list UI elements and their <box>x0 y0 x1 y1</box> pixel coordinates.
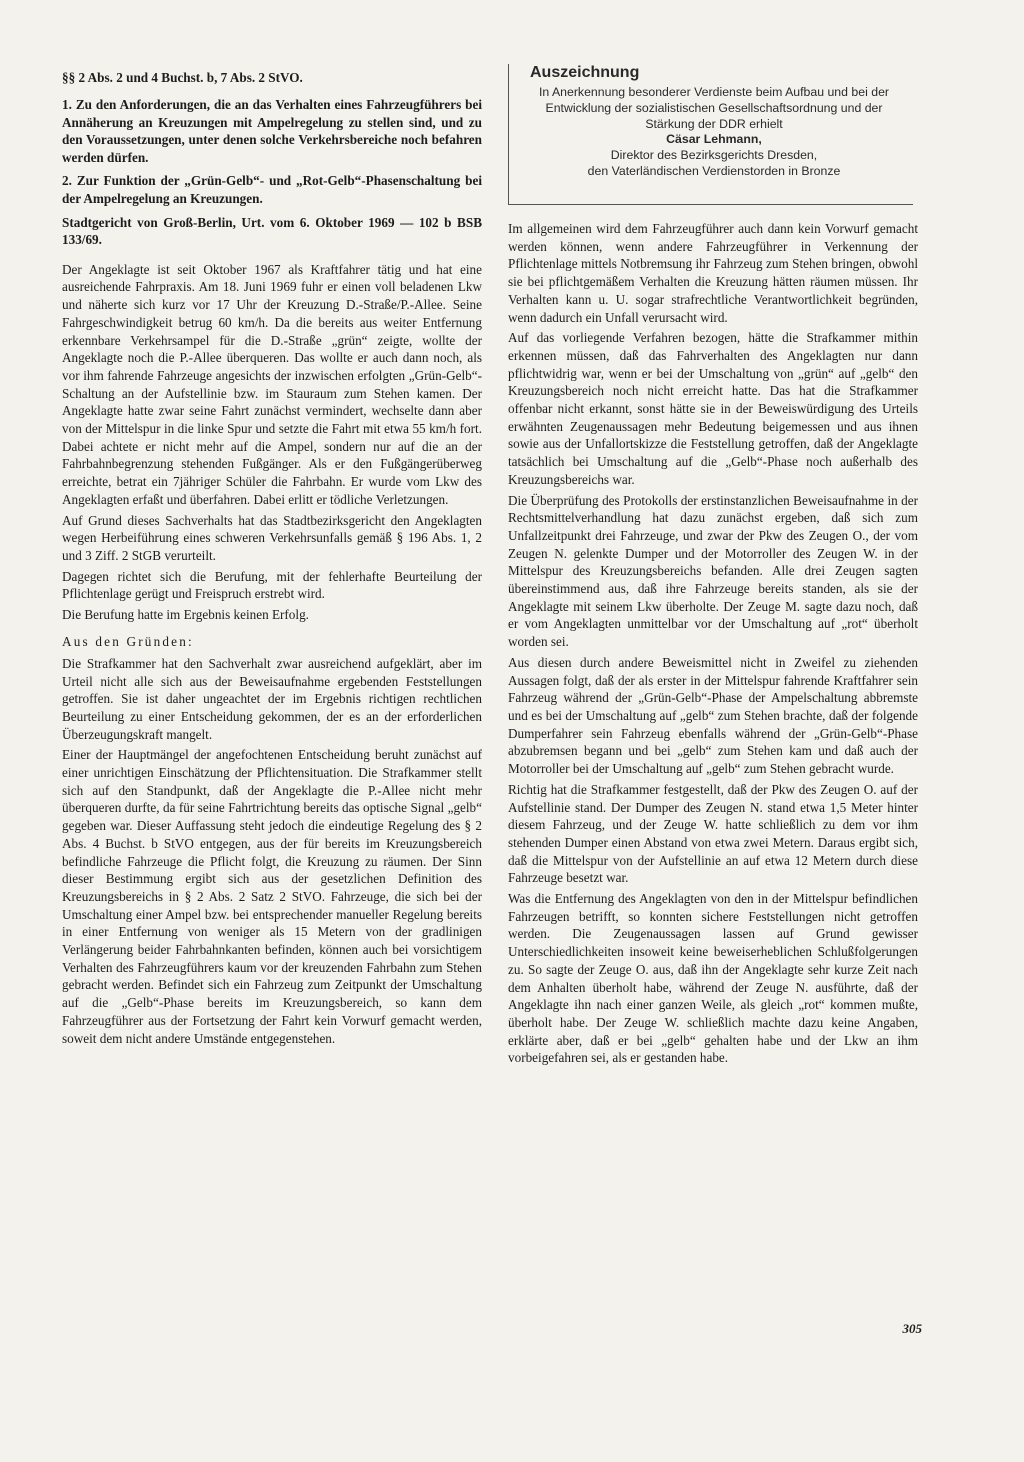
paragraph: Richtig hat die Strafkammer festgestellt, daß der Pkw des Zeugen O. auf der Aufstellinie stand. Der Dumper des Zeugen N. stand etwa 1,5 Meter hinter diesem Fahrzeug, und der Zeuge W. hatte schließlich zu dem vor ihm stehenden Dumper einen Abstand von etwa zwei Metern. Daraus ergibt sich, daß die Mittelspur von der Aufstellinie an auf etwa 12 Metern durch diese Fahrzeuge besetzt war. <box>508 781 918 886</box>
award-order: den Vaterländischen Verdienstorden in Bronze <box>587 163 841 178</box>
award-box <box>508 64 918 206</box>
law-reference: §§ 2 Abs. 2 und 4 Buchst. b, 7 Abs. 2 StVO. <box>62 70 303 85</box>
paragraph: Dagegen richtet sich die Berufung, mit der fehlerhafte Beurteilung der Pflichtenlage gerügt und Freispruch erstrebt wird. <box>62 568 482 602</box>
paragraph: Was die Entfernung des Angeklagten von den in der Mittelspur befindlichen Fahrzeugen betrifft, so konnten sichere Feststellungen nicht getroffen werden. Die Zeugenaussagen lassen auf Grund gewisser Unterschiedlichkeiten insoweit keine beweiserheblichen Schlußfolgerungen zu. So sagte der Zeuge O. aus, daß ihn der Angeklagte sehr kurze Zeit nach dem Anhalten überholt habe, während der Zeuge N. ausführte, daß der Angeklagte ihn nach einer ganzen Weile, als gleich „rot“ kommen mußte, überholt habe. Der Zeuge W. schließlich machte dazu keine Angaben, erklärte aber, daß er bei „gelb“ gehalten habe und der Lkw an ihm vorbeigefahren sei, als er gestanden habe. <box>508 891 918 1066</box>
right-column <box>508 64 918 1070</box>
paragraph: Auf Grund dieses Sachverhalts hat das Stadtbezirksgericht den Angeklagten wegen Herbeiführung eines schweren Verkehrsunfalls gemäß § 196 Abs. 1, 2 und 3 Ziff. 2 StGB verurteilt. <box>62 512 482 563</box>
page-number: 305 <box>902 1321 922 1336</box>
award-vertical-rule <box>508 64 509 204</box>
paragraph: Im allgemeinen wird dem Fahrzeugführer auch dann kein Vorwurf gemacht werden können, wenn andere Fahrzeugführer in Verkennung der Pflichtenlage mittels Notbremsung ihr Fahrzeug zum Stehen bringen, obwohl sie bei pflichtgemäßem Verhalten die Kreuzung hätten räumen müssen. Ihr Verhalten kann u. U. sogar strafrechtliche Verantwortlichkeit begründen, wenn dadurch ein Unfall verursacht wird. <box>508 221 918 325</box>
paragraph: Die Strafkammer hat den Sachverhalt zwar ausreichend aufgeklärt, aber im Urteil nicht alle sich aus der Beweisaufnahme ergebenden Feststellungen getroffen. Sie ist daher ungeachtet der im Ergebnis richtigen rechtlichen Beurteilung zu einer Entscheidung gekommen, der es an der erforderlichen Überzeugungskraft mangelt. <box>62 655 482 742</box>
left-column <box>62 70 482 1050</box>
paragraph: Aus diesen durch andere Beweismittel nicht in Zweifel zu ziehenden Aussagen folgt, daß der als erster in der Mittelspur fahrende Kraftfahrer sein Fahrzeug während der „Grün-Gelb“-Phase der Ampelschaltung abbremste und es bei der Umschaltung auf „gelb“ zum Stehen brachte, daß der folgende Dumperfahrer sein Fahrzeug ebenfalls während der „Grün-Gelb“-Phase abzubremsen begann und bei „gelb“ zum Stehen kam und daß auch der Motorroller bei der Umschaltung auf „gelb“ zum Stehen gebracht wurde. <box>508 654 918 777</box>
paragraph: Einer der Hauptmängel der angefochtenen Entscheidung beruht zunächst auf einer unrichtigen Einschätzung der Pflichtensituation. Die Strafkammer stellt sich auf den Standpunkt, daß der Angeklagte die P.-Allee nicht mehr überqueren durfte, da für seine Fahrtrichtung bereits das optische Signal „gelb“ gegeben war. Dieser Auffassung steht jedoch die eindeutige Regelung des § 2 Abs. 4 Buchst. b StVO entgegen, aus der für bereits im Kreuzungsbereich befindliche Fahrzeuge die Pflicht folgt, die Kreuzung zu räumen. Der Sinn dieser Bestimmung ergibt sich aus der gesetzlichen Definition des Kreuzungsbereichs in § 2 Abs. 2 Satz 2 StVO. Fahrzeuge, die sich bei der Umschaltung einer Ampel bzw. bei entsprechender manueller Regelung bereits in einer Entfernung von weniger als 15 Metern von der gradlinigen Verlängerung beider Fahrbahnkanten befinden, können auch bei vorsichtigem Verhalten des Fahrzeugführers kaum vor der kreuzenden Fahrbahn zum Stehen gebracht werden. Befindet sich ein Fahrzeug zum Zeitpunkt der Umschaltung auf die „Gelb“-Phase bereits im Kreuzungsbereich, so kann dem Fahrzeugführer aus der Fortsetzung der Fahrt kein Vorwurf gemacht werden, soweit dem nicht andere Umstände entgegenstehen. <box>62 747 482 1046</box>
headnote-1: 1. Zu den Anforderungen, die an das Verhalten eines Fahrzeugführers bei Annäherung an Kreuzungen mit Ampelregelung zu stellen sind, und zu den Voraussetzungen, unter denen solche Verkehrsbereiche noch befahren werden dürfen. <box>62 97 482 165</box>
section-heading: Aus den Gründen: <box>62 633 194 649</box>
headnote-2: 2. Zur Funktion der „Grün-Gelb“- und „Rot-Gelb“-Phasenschaltung bei der Ampelregelung an Kreuzungen. <box>62 173 482 206</box>
award-horizontal-rule <box>508 204 913 205</box>
award-description: In Anerkennung besonderer Verdienste beim Aufbau und bei der Entwicklung der sozialistischen Gesellschaftsordnung und der Stärkung der DDR erhielt <box>538 85 890 131</box>
award-title: Auszeichnung <box>530 64 640 81</box>
court-citation: Stadtgericht von Groß-Berlin, Urt. vom 6. Oktober 1969 — 102 b BSB 133/69. <box>62 214 482 248</box>
paragraph: Die Berufung hatte im Ergebnis keinen Erfolg. <box>62 607 309 623</box>
award-position: Direktor des Bezirksgerichts Dresden, <box>610 148 818 163</box>
award-recipient: Cäsar Lehmann, <box>666 132 762 147</box>
paragraph: Der Angeklagte ist seit Oktober 1967 als Kraftfahrer tätig und hat eine ausreichende Fahrpraxis. Am 18. Juni 1969 fuhr er einen voll beladenen Lkw und näherte sich kurz vor 17 Uhr der Kreuzung D.-Straße/P.-Allee. Seine Fahrgeschwindigkeit betrug 60 km/h. Da die bereits aus weiter Entfernung erkennbare Verkehrsampel für die D.-Straße „grün“ zeigte, wollte der Angeklagte noch die P.-Allee überqueren. Das wollte er auch dann noch, als vor ihm fahrende Fahrzeuge angesichts der inzwischen erfolgten „Grün-Gelb“-Schaltung an der Aufstellinie bzw. im Stauraum zum Stehen kamen. Der Angeklagte hatte zwar seine Fahrt zunächst vermindert, wechselte dann aber von der Mittelspur in die linke Spur und setzte die Fahrt mit etwa 55 km/h fort. Dabei achtete er nicht mehr auf die Ampel, sondern nur auf die an der Fahrbahnbegrenzung stehenden Fußgänger. Als er den Fußgängerüberweg erreichte, betrat ein 7jähriger Schüler die Fahrbahn. Er wurde vom Lkw des Angeklagten erfaßt und überfahren. Dabei erlitt er tödliche Verletzungen. <box>62 261 482 507</box>
paragraph: Die Überprüfung des Protokolls der erstinstanzlichen Beweisaufnahme in der Rechtsmittelverhandlung hat dazu zunächst ergeben, daß sich zum Unfallzeitpunkt drei Fahrzeuge, und zwar der Pkw des Zeugen O., der vom Zeugen N. gelenkte Dumper und der Motorroller des Zeugen W. in der Mittelspur des Kreuzungsbereichs befanden. Alle drei Zeugen sagten übereinstimmend aus, daß ihre Fahrzeuge bereits standen, als sie der Angeklagte mit seinem Lkw überholte. Der Zeuge M. sagte dazu noch, daß er vom Angeklagten unmittelbar vor der Umschaltung auf „rot“ überholt worden sei. <box>508 492 918 650</box>
paragraph: Auf das vorliegende Verfahren bezogen, hätte die Strafkammer mithin erkennen müssen, daß das Fahrverhalten des Angeklagten nur dann pflichtwidrig war, wenn er bei der Umschaltung von „grün“ auf „gelb“ den Kreuzungsbereich noch nicht erreicht hatte. Das hat die Strafkammer offenbar nicht erkannt, sonst hätte sie in der Beweiswürdigung des Urteils erwähnten Zeugenaussagen mehr Bedeutung beigemessen und aus ihnen sowie aus der Unfallortskizze die Feststellung getroffen, daß der Angeklagte tatsächlich bei Umschaltung auf die „Gelb“-Phase noch außerhalb des Kreuzungsbereichs war. <box>508 330 918 487</box>
award-text <box>524 85 904 180</box>
